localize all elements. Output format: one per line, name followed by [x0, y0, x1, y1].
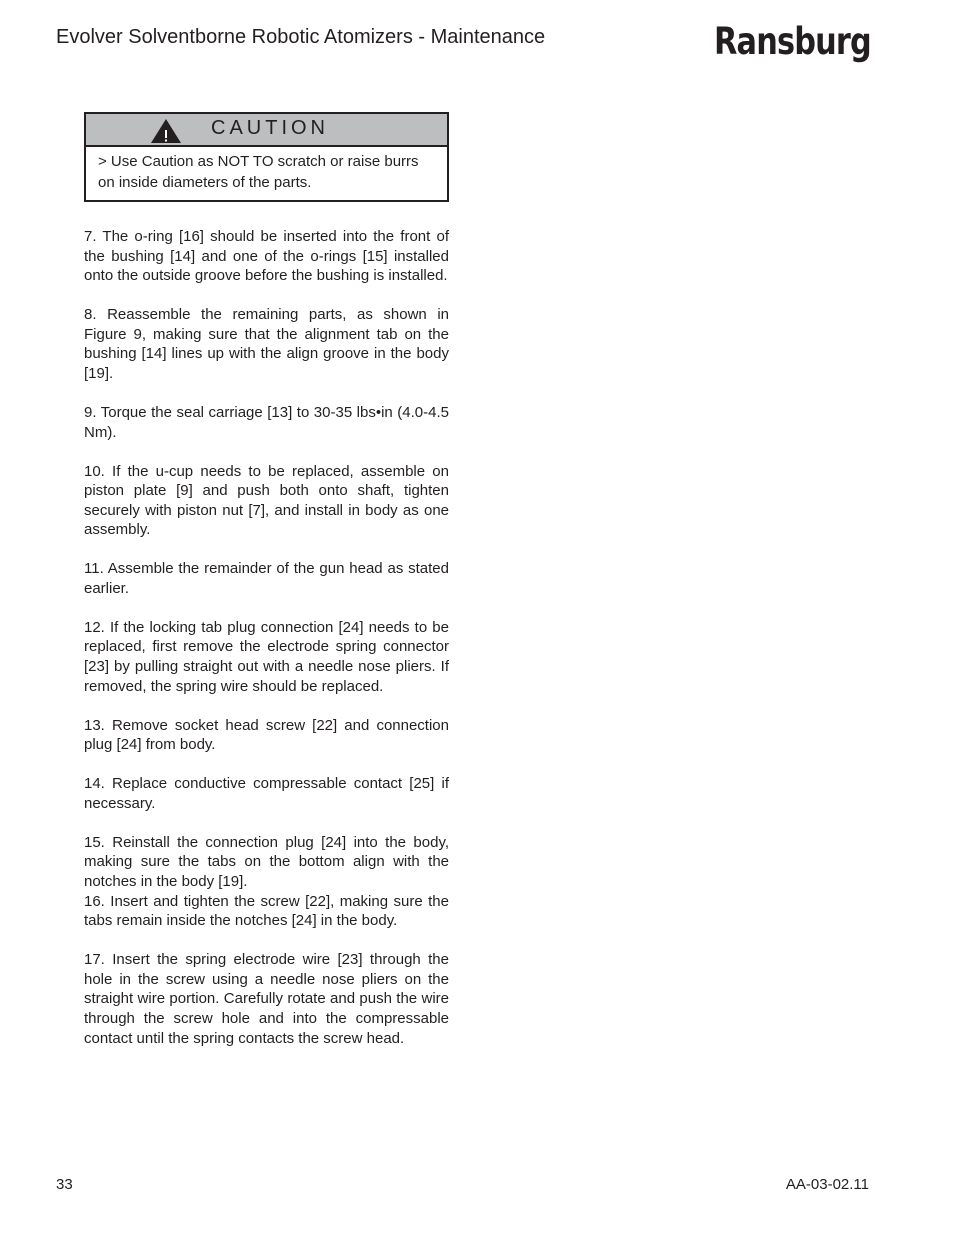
step-16: 16. Insert and tighten the screw [22], making sure the tabs remain inside the notches [24] in the body. [84, 892, 449, 930]
step-11: 11. Assemble the remainder of the gun head as stated earlier. [84, 560, 449, 597]
step-14: 14. Replace conductive compressable contact [25] if necessary. [84, 775, 449, 812]
caution-text: > Use Caution as NOT TO scratch or raise burrs on inside diameters of the parts. [98, 153, 419, 191]
step-12: 12. If the locking tab plug connection [24] needs to be replaced, first remove the electrode spring connector [23] by pulling straight out with a needle nose pliers. If removed, the spring wire should be replaced. [84, 618, 449, 695]
page-header-title: Evolver Solventborne Robotic Atomizers - Maintenance [56, 26, 546, 48]
warning-triangle-icon [150, 118, 182, 149]
maintenance-steps [84, 227, 449, 1068]
caution-header [86, 114, 447, 147]
step-7: 7. The o-ring [16] should be inserted into the front of the bushing [14] and one of the o-rings [15] installed onto the outside groove before the bushing is installed. [84, 228, 449, 285]
ransburg-logo: Ransburg [714, 20, 871, 63]
document-code: AA-03-02.11 [785, 1176, 869, 1193]
step-8: 8. Reassemble the remaining parts, as shown in Figure 9, making sure that the alignment tab on the bushing [14] lines up with the align groove in the body [19]. [84, 306, 449, 382]
step-9: 9. Torque the seal carriage [13] to 30-35 lbs•in (4.0-4.5 Nm). [84, 403, 449, 441]
page-number: 33 [56, 1176, 73, 1193]
step-10: 10. If the u-cup needs to be replaced, assemble on piston plate [9] and push both onto shaft, tighten securely with piston nut [7], and install in body as one assembly. [84, 462, 449, 539]
step-13: 13. Remove socket head screw [22] and connection plug [24] from body. [84, 716, 449, 754]
step-17: 17. Insert the spring electrode wire [23] through the hole in the screw using a needle nose pliers on the straight wire portion. Carefully rotate and push the wire through the screw hole and into the compressable contact until the spring contacts the screw head. [84, 951, 449, 1047]
caution-box [84, 112, 449, 202]
caution-title: CAUTION [211, 117, 329, 139]
step-15: 15. Reinstall the connection plug [24] into the body, making sure the tabs on the bottom align with the notches in the body [19]. [84, 833, 449, 890]
